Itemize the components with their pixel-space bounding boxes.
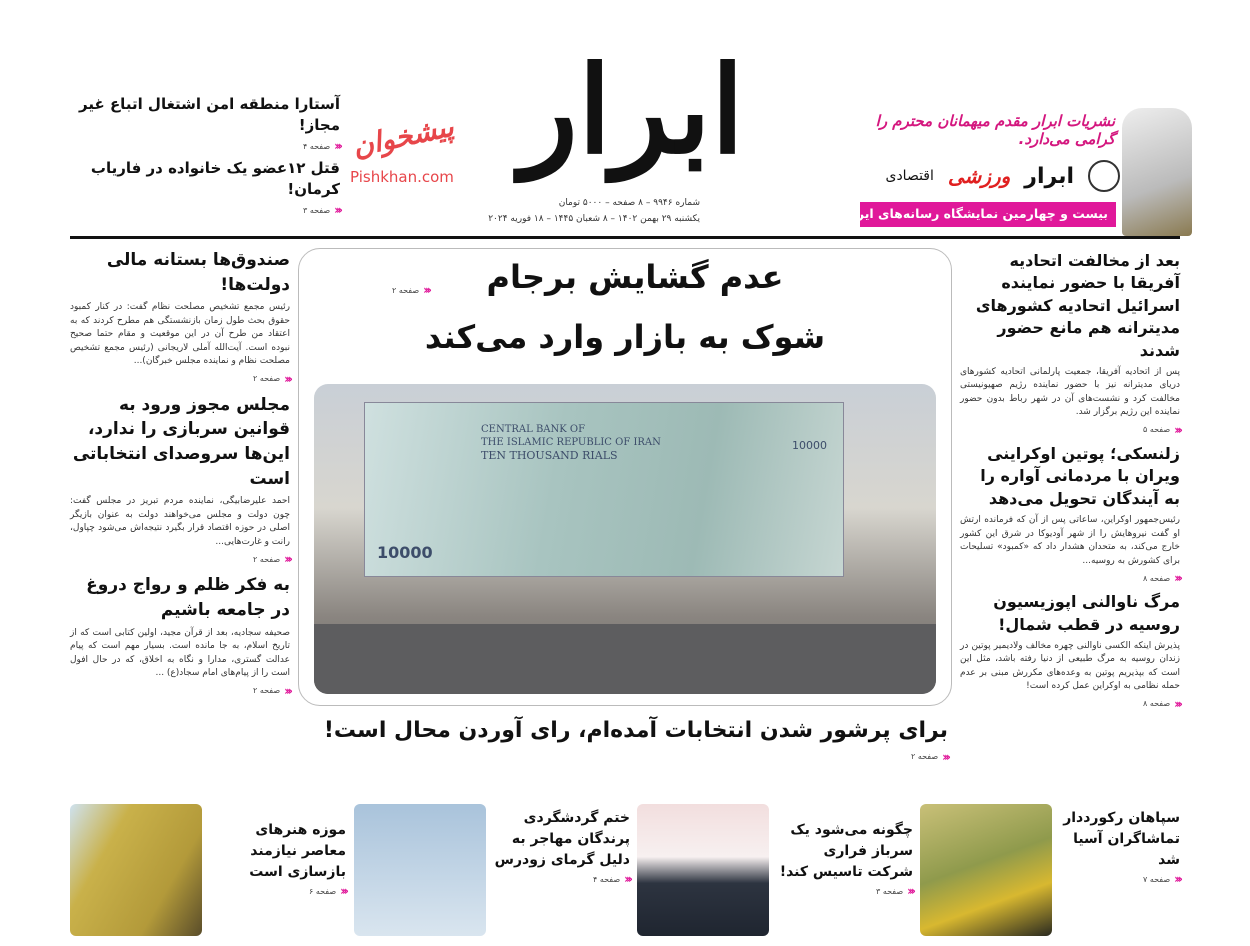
page-ref[interactable]: ‹‹‹ صفحه ۶ (309, 884, 346, 898)
bottom-story (492, 808, 630, 887)
soldier-photo (637, 804, 769, 936)
article-body: صحیفه سجادیه، بعد از قرآن مجید، اولین کتابی است که از تاریخ اسلام، به جا مانده است. بسیار مهم است که پیام عدالت گستری، مدارا و نگاه به اخلاق، که در حال افول است را از پیام‌های امام سجاد(ع) ... (70, 627, 290, 679)
bottom-story (1058, 808, 1180, 887)
top-briefs (70, 94, 340, 218)
page-ref[interactable]: ‹‹‹ صفحه ۲ (253, 371, 290, 386)
bottom-story (775, 820, 913, 899)
page-ref[interactable]: ‹‹‹ صفحه ۷ (1143, 872, 1180, 886)
banknote-billboard: CENTRAL BANK OF THE ISLAMIC REPUBLIC OF IRAN TEN THOUSAND RIALS 10000 10000 (364, 402, 844, 577)
brand-abrar: ابرار (1024, 163, 1074, 189)
second-headline: برای پرشور شدن انتخابات آمده‌ام، رای آوردن محال است! (323, 718, 948, 743)
page-ref[interactable]: ‹‹‹ صفحه ۳ (876, 884, 913, 898)
page-ref[interactable]: ‹‹‹ صفحه ۴ (303, 139, 340, 153)
article-title: مرگ ناوالنی اپوزیسیون روسیه در قطب شمال! (993, 592, 1180, 634)
page-ref[interactable]: ‹‹‹ صفحه ۲ (253, 552, 290, 567)
left-column (70, 248, 290, 699)
lead-headline-1: عدم گشایش برجام (486, 258, 784, 296)
right-column (960, 250, 1180, 712)
bottom-story (208, 820, 346, 899)
bottom-title: چگونه می‌شود یک سرباز فراری شرکت تاسیس کند! (779, 822, 913, 880)
lead-photo (314, 384, 936, 694)
page-ref[interactable]: ‹‹‹ صفحه ۸ (1143, 571, 1180, 586)
article-title: زلنسکی؛ پوتین اوکراینی ویران با مردمانی آواره را به آیندگان تحویل می‌دهد (980, 443, 1180, 508)
brief-title: قتل ۱۲عضو یک خانواده در فاریاب کرمان! (90, 159, 340, 198)
ad-brands (860, 160, 1120, 192)
birds-photo (354, 804, 486, 936)
brand-varzeshi: ورزشی (947, 164, 1011, 188)
page-ref[interactable]: ‹‹‹ صفحه ۸ (1143, 696, 1180, 711)
article-title: به فکر ظلم و رواج دروغ در جامعه باشیم (86, 575, 290, 620)
watermark-en: Pishkhan.com (350, 168, 454, 186)
article-body: پذیرش اینکه الکسی ناوالنی چهره مخالف ولادیمیر پوتین در زندان روسیه به مرگ طبیعی از دنیا رفته باشد، مثل این است که بپذیریم پوتین به وعده‌های مکررش مبنی بر عدم حمله نظامی به اوکراین عمل کرده است! (960, 640, 1180, 692)
issue-line: شماره ۹۹۴۶ – ۸ صفحه – ۵۰۰۰ تومان (558, 198, 700, 208)
brand-eghtesadi: اقتصادی (885, 168, 934, 184)
street (314, 624, 936, 694)
sepahan-photo (920, 804, 1052, 936)
article-title: مجلس مجوز ورود به قوانین سربازی را ندارد، این‌ها سروصدای انتخاباتی است (72, 394, 290, 489)
media-emblem-icon (1088, 160, 1120, 192)
page-ref[interactable]: ‹‹‹ صفحه ۲ (392, 283, 429, 297)
lead-headline-2: شوک به بازار وارد می‌کند (424, 318, 826, 356)
masthead-logo: ابرار (520, 40, 745, 181)
article-title: صندوق‌ها بستانه مالی دولت‌ها! (106, 250, 290, 295)
article-body: رئیس مجمع تشخیص مصلحت نظام گفت: در کنار کمبود حقوق بحث طول زمان بازنشستگی هم مطرح کردند که به اعتقاد من طرح آن در این موقعیت و مقام حتما صحیح نبوده است. آیت‌الله آملی لاریجانی (رئیس مجمع تشخیص مصلحت نظام و نماینده مجلس خبرگان)... (70, 302, 290, 367)
article-body: احمد علیرضابیگی، نماینده مردم تبریز در مجلس گفت: چون دولت و مجلس می‌خواهند دولت به عنوان بازیگر اصلی در حوزه اقتصاد قرار بگیرد نتیجه‌اش می‌شود چپاول، رانت و غارت‌هایی... (70, 496, 290, 547)
page-ref[interactable]: ‹‹‹ صفحه ۲ (911, 749, 948, 764)
bottom-title: سپاهان رکورددار تماشاگران آسیا شد (1063, 810, 1180, 868)
article-body: پس از اتحادیه آفریقا، جمعیت پارلمانی اتحادیه کشورهای دریای مدیترانه نیز با حضور نماینده رژیم صهیونیستی مخالفت کرد و نشست‌های آن در شهر رباط بدون حضور نماینده این رژیم برگزار شد. (960, 366, 1180, 418)
ad-welcome: نشریات ابرار مقدم میهمانان محترم را گرامی می‌دارد. (875, 112, 1115, 148)
masthead-divider (70, 236, 1180, 239)
brief-title: آستارا منطقه امن اشتغال اتباع غیر مجاز! (79, 95, 340, 134)
page-ref[interactable]: ‹‹‹ صفحه ۲ (253, 683, 290, 698)
mascot-image (1122, 108, 1192, 236)
museum-photo (70, 804, 202, 936)
bottom-title: ختم گردشگردی پرندگان مهاجر به دلیل گرمای زودرس (494, 810, 630, 868)
page-ref[interactable]: ‹‹‹ صفحه ۵ (1143, 422, 1180, 437)
second-story (300, 716, 948, 765)
date-line: یکشنبه ۲۹ بهمن ۱۴۰۲ – ۸ شعبان ۱۴۴۵ – ۱۸ فوریه ۲۰۲۴ (488, 214, 700, 224)
page-ref[interactable]: ‹‹‹ صفحه ۳ (303, 203, 340, 217)
article-title: بعد از مخالفت اتحادیه آفریقا با حضور نماینده اسرائیل اتحادیه کشورهای مدیترانه هم مانع حضور شدند (975, 251, 1180, 360)
page-ref[interactable]: ‹‹‹ صفحه ۴ (593, 872, 630, 886)
article-body: رئیس‌جمهور اوکراین، ساعاتی پس از آن که فرمانده ارتش او گفت نیروهایش را از شهر آودیوکا در شرق این کشور خارج می‌کند، به متحدان هشدار داد که «کمبود» تسلیحات برای کشورش به روسیه... (960, 515, 1180, 566)
watermark-fa: پیشخوان (349, 109, 457, 164)
bottom-title: موزه هنرهای معاصر نیازمند بازسازی است (249, 822, 346, 880)
ad-banner: بیست و چهارمین نمایشگاه رسانه‌های ایران (860, 202, 1116, 227)
